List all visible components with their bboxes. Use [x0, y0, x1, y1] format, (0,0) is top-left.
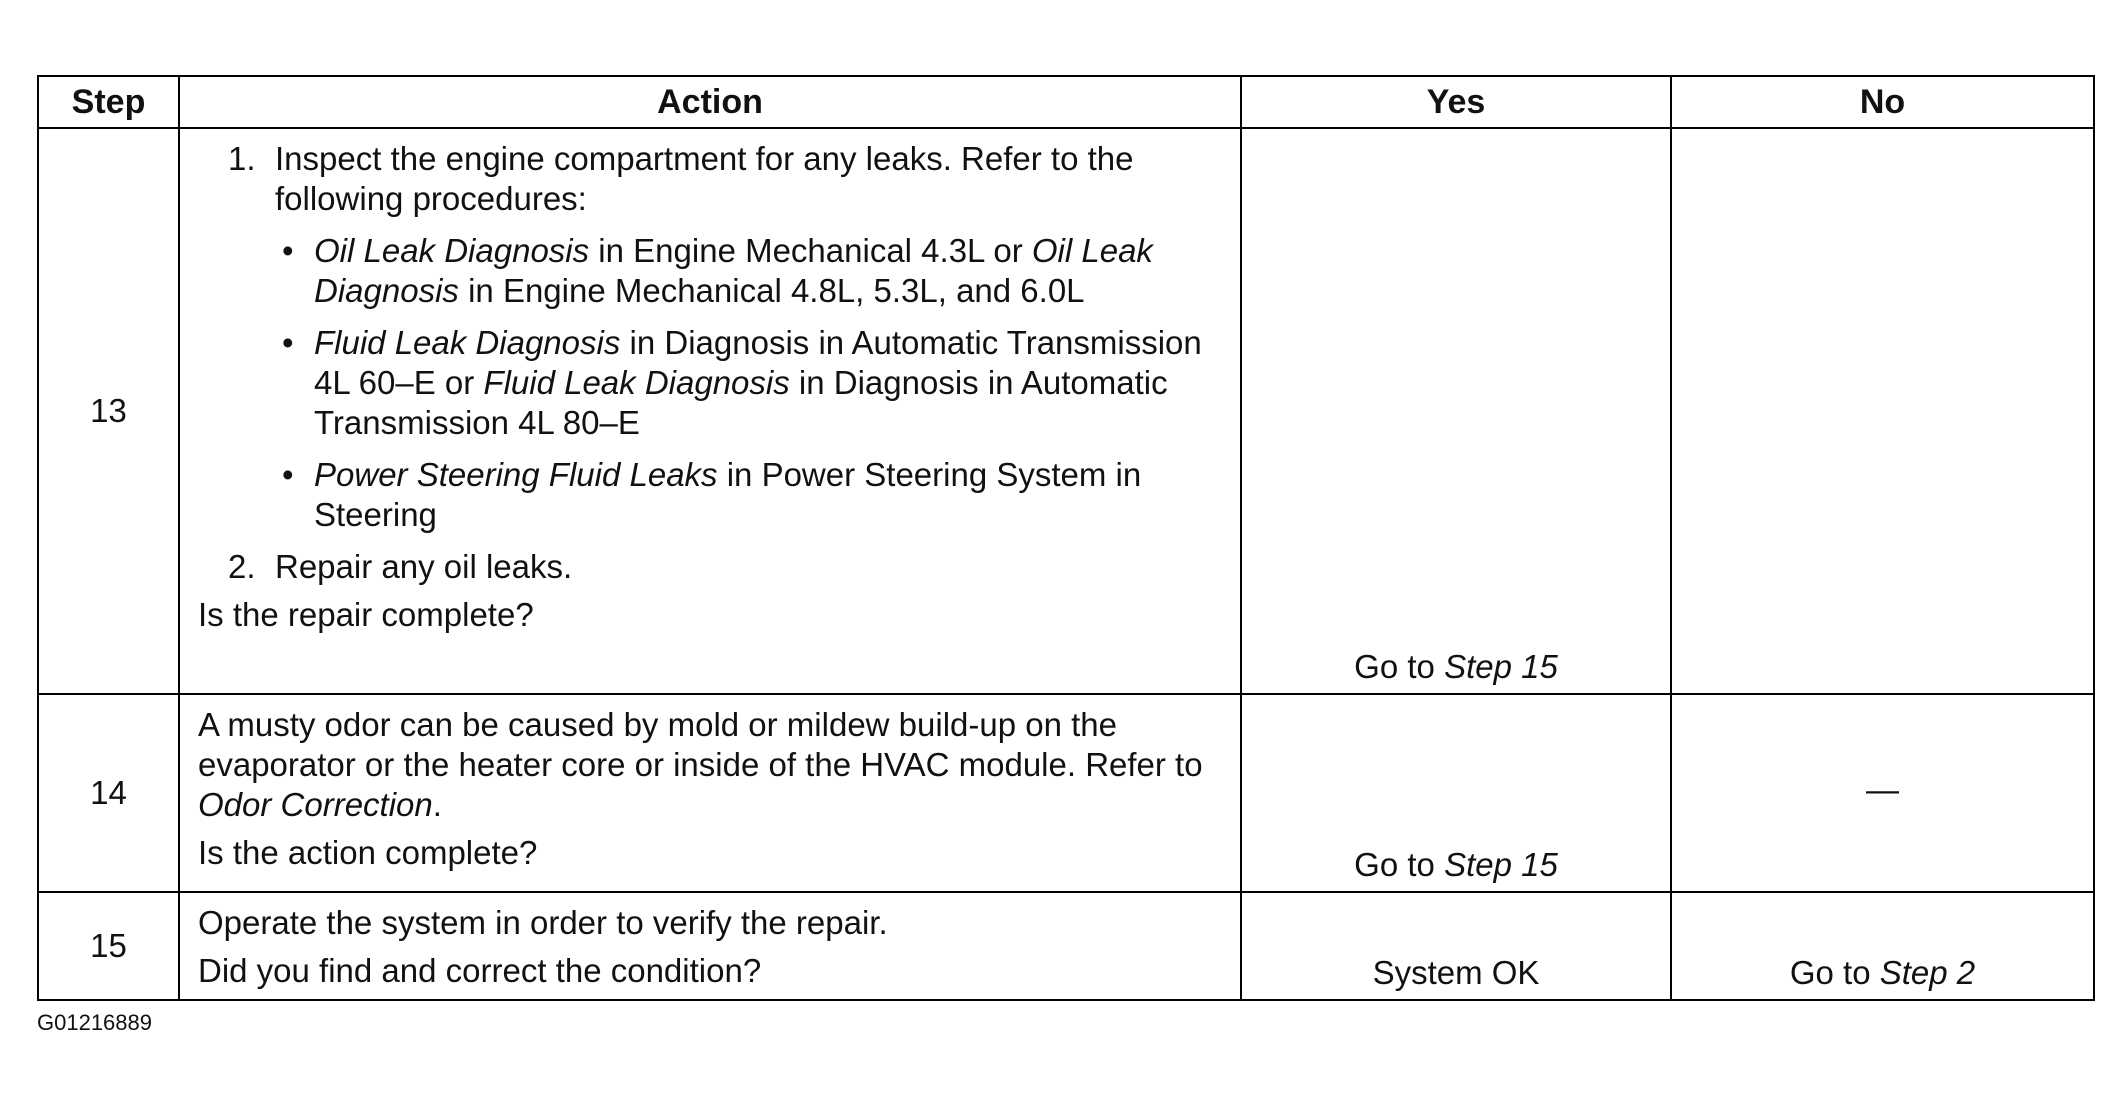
header-step: Step [38, 76, 179, 128]
bullet-icon: • [282, 456, 294, 493]
step-number: 13 [38, 128, 179, 694]
header-no: No [1671, 76, 2094, 128]
header-yes: Yes [1241, 76, 1671, 128]
table-row [38, 892, 2094, 1000]
list-text: Inspect the engine compartment for any leaks. Refer to the following procedures: [275, 140, 1134, 217]
bullet-icon: • [282, 324, 294, 361]
step-number: 14 [38, 694, 179, 892]
header-row [38, 76, 2094, 128]
action-paragraph: A musty odor can be caused by mold or mildew build-up on the evaporator or the heater core or inside of the HVAC module. Refer to Odor Correction. [198, 706, 1203, 823]
no-cell [1671, 128, 2094, 694]
action-paragraph: Operate the system in order to verify the repair. [198, 904, 888, 941]
list-item [228, 547, 1222, 587]
diagnostic-table [37, 75, 2095, 1001]
step-number: 15 [38, 892, 179, 1000]
list-number: 1. [228, 140, 256, 177]
bullet-item [282, 455, 1222, 535]
question-text: Did you find and correct the condition? [198, 952, 762, 989]
list-item [228, 139, 1222, 219]
yes-cell: System OK [1241, 892, 1671, 1000]
list-text: Repair any oil leaks. [275, 548, 573, 585]
bullet-icon: • [282, 232, 294, 269]
header-action: Action [179, 76, 1241, 128]
question-text: Is the repair complete? [198, 596, 534, 633]
question-text: Is the action complete? [198, 834, 538, 871]
bullet-text: Oil Leak Diagnosis in Engine Mechanical 4.3L or Oil Leak Diagnosis in Engine Mechanical 4.8L, 5.3L, and 6.0L [314, 232, 1153, 309]
yes-cell: Go to Step 15 [1241, 128, 1671, 694]
table-row [38, 128, 2094, 694]
no-cell: — [1671, 694, 2094, 892]
action-cell [179, 128, 1241, 694]
list-number: 2. [228, 548, 256, 585]
table-row [38, 694, 2094, 892]
bullet-item [282, 323, 1222, 443]
figure-code: G01216889 [37, 1010, 152, 1035]
bullet-text: Fluid Leak Diagnosis in Diagnosis in Automatic Transmission 4L 60–E or Fluid Leak Diagnosis in Diagnosis in Automatic Transmission 4L 80–E [314, 324, 1202, 441]
no-cell: Go to Step 2 [1671, 892, 2094, 1000]
yes-cell: Go to Step 15 [1241, 694, 1671, 892]
bullet-text: Power Steering Fluid Leaks in Power Steering System in Steering [314, 456, 1142, 533]
action-cell [179, 892, 1241, 1000]
bullet-list [282, 231, 1222, 535]
action-cell [179, 694, 1241, 892]
bullet-item [282, 231, 1222, 311]
